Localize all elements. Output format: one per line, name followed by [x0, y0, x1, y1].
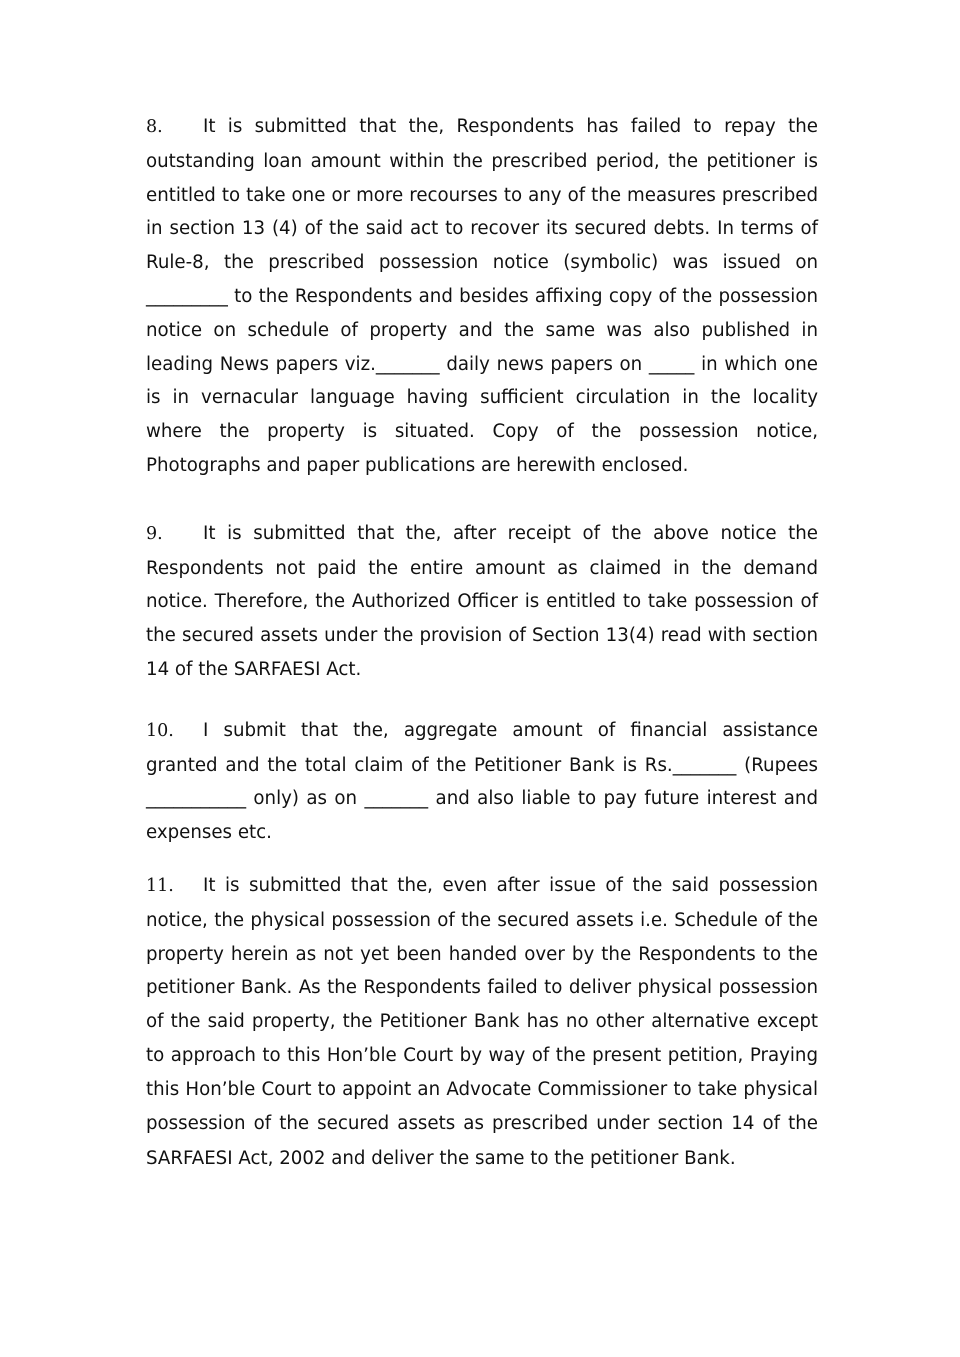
paragraph-8 — [146, 110, 818, 483]
paragraph-last-line: deliver the same to the petitioner Bank. — [371, 1148, 736, 1170]
paragraph-text: It is submitted that the, even after issue of the said possession notice, the physical possession of the secured assets i.e. Schedule of the property herein as not yet been handed over by the Respondents to the petitioner Bank. As the Respondents failed to deliver physical possession of the said property, the Petitioner Bank has no other alternative except to approach to this Hon’ble Court by way of the present petition, Praying this Hon’ble Court to appoint an Advocate Commissioner to take physical possession of the secured assets as prescribed under section 14 of the SARFAESI Act, 2002 and — [146, 874, 818, 1170]
paragraph-number: 11. — [146, 875, 174, 896]
paragraph-number: 9. — [146, 523, 163, 544]
paragraph-9 — [146, 517, 818, 687]
paragraph-number: 8. — [146, 117, 163, 137]
document-page — [146, 110, 818, 1176]
paragraph-text: I submit that the, aggregate amount of financial assistance granted and the total claim of the Petitioner Bank is Rs._______ (Rupees ___________ only) as on _______ and also liable to pay future interest and expenses etc. — [146, 719, 818, 844]
paragraph-11 — [146, 869, 818, 1176]
paragraph-text: It is submitted that the, after receipt of the above notice the Respondents not paid the entire amount as claimed in the demand notice. Therefore, the Authorized Officer is entitled to take possession of the secured assets under the provision of Section 13(4) read with section 14 of the SARFAESI Act. — [146, 522, 818, 680]
paragraph-10 — [146, 714, 818, 850]
paragraph-text: It is submitted that the, Respondents has failed to repay the outstanding loan amount within the prescribed period, the petitioner is entitled to take one or more recourses to any of the measures prescribed in section 13 (4) of the said act to recover its secured debts. In terms of Rule-8, the prescribed possession notice (symbolic) was issued on _________ to the Respondents and besides affixing copy of the possession notice on schedule of property and the same was also published in leading News papers viz._______ daily news papers on _____ in which one is in vernacular language having sufficient circulation in the locality where the property is situated. Copy of the possession notice, Photographs and paper publications are herewith enclosed. — [146, 116, 818, 476]
paragraph-number: 10. — [146, 720, 174, 741]
